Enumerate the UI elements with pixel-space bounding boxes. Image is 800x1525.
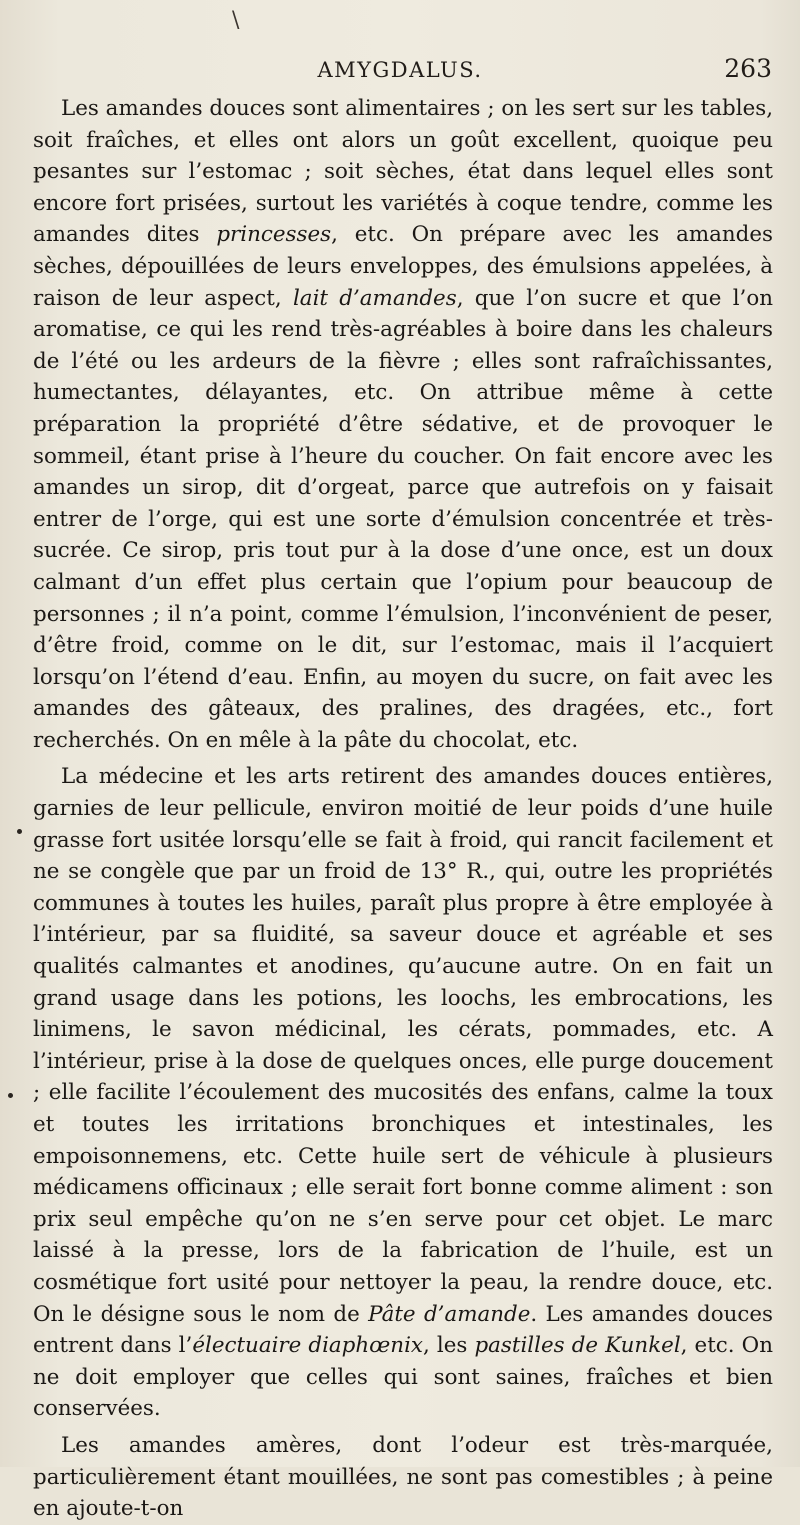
paragraph-2-segment: . Les amandes douces entrent dans l’	[33, 1301, 773, 1359]
paragraph-bitter-almonds	[33, 1430, 773, 1525]
paragraph-2-italic-pastilles: pastilles de Kunkel	[474, 1333, 681, 1359]
paragraph-3-segment: Les amandes amères, dont l’odeur est très-marquée, particulièrement étant mouillées, ne sont pas comestibles ; à peine en ajoute-t-on	[33, 1432, 773, 1522]
paragraph-2-segment: , etc. On ne doit employer que celles qui sont saines, fraîches et bien conservées.	[33, 1333, 773, 1422]
margin-dot-lower	[8, 1093, 13, 1098]
margin-dot-upper	[17, 829, 22, 834]
paragraph-1-segment: Les amandes douces sont alimentaires ; on les sert sur les tables, soit fraîches, et elles ont alors un goût excellent, quoique peu pesantes sur l’estomac ; soit sèches, état dans lequel elles sont encore fort prisées, surtout les variétés à coque tendre, comme les amandes dites	[33, 96, 773, 248]
paragraph-1-italic-princesses: princesses	[216, 222, 332, 248]
paragraph-2-segment: La médecine et les arts retirent des amandes douces entières, garnies de leur pellicule, environ moitié de leur poids d’une huile grasse fort usitée lorsqu’elle se fait à froid, qui rancit facilement et ne se congèle que par un froid de 13° R., qui, outre les propriétés communes à toutes les huiles, paraît plus propre à être employée à l’intérieur, par sa fluidité, sa saveur douce et agréable et ses qualités calmantes et anodines, qu’aucune autre. On en fait un grand usage dans les potions, les loochs, les embrocations, les linimens, le savon médicinal, les cérats, pommades, etc. A l’intérieur, prise à la dose de quelques onces, elle purge doucement ; elle facilite l’écoulement des mucosités des enfans, calme la toux et toutes les irritations bronchiques et intestinales, les empoisonnemens, etc. Cette huile sert de véhicule à plusieurs médicamens officinaux ; elle serait fort bonne comme aliment : son prix seul empêche qu’on ne s’en serve pour cet objet. Le marc laissé à la presse, lors de la fabrication de l’huile, est un cosmétique fort usité pour nettoyer la peau, la rendre douce, etc. On le désigne sous le nom de	[33, 764, 773, 1327]
paragraph-1-segment: , etc. On prépare avec les amandes sèches, dépouillées de leurs enveloppes, des émulsions appelées, à raison de leur aspect,	[33, 222, 773, 311]
paragraph-2-italic-pate-damande: Pâte d’amande	[368, 1301, 531, 1327]
paragraph-2-segment: , les	[422, 1333, 475, 1359]
page-number: 263	[724, 54, 772, 83]
header-mark: \	[232, 8, 240, 33]
paragraph-1-segment: , que l’on sucre et que l’on aromatise, ce qui les rend très-agréables à boire dans les chaleurs de l’été ou les ardeurs de la fièvre ; elles sont rafraîchissantes, humectantes, délayantes, etc. On attribue même à cette préparation la propriété d’être sédative, et de provoquer le sommeil, étant prise à l’heure du coucher. On fait encore avec les amandes un sirop, dit d’orgeat, parce que autrefois on y faisait entrer de l’orge, qui est une sorte d’émulsion concentrée et très-sucrée. Ce sirop, pris tout pur à la dose d’une once, est un doux calmant d’un effet plus certain que l’opium pour beaucoup de personnes ; il n’a point, comme l’émulsion, l’inconvénient de peser, d’être froid, comme on le dit, sur l’estomac, mais il l’acquiert lorsqu’on l’étend d’eau. Enfin, au moyen du sucre, on fait avec les amandes des gâteaux, des pralines, des dragées, etc., fort recherchés. On en mêle à la pâte du chocolat, etc.	[33, 285, 773, 753]
running-head	[0, 54, 800, 92]
paragraph-1-italic-lait-damandes: lait d’amandes	[292, 285, 457, 311]
paragraph-sweet-almonds-food	[33, 93, 773, 756]
body-text	[33, 93, 773, 1525]
running-title: AMYGDALUS.	[317, 58, 483, 82]
paragraph-2-italic-electuaire: électuaire diaphœnix	[192, 1333, 423, 1359]
paragraph-almond-oil	[33, 761, 773, 1424]
